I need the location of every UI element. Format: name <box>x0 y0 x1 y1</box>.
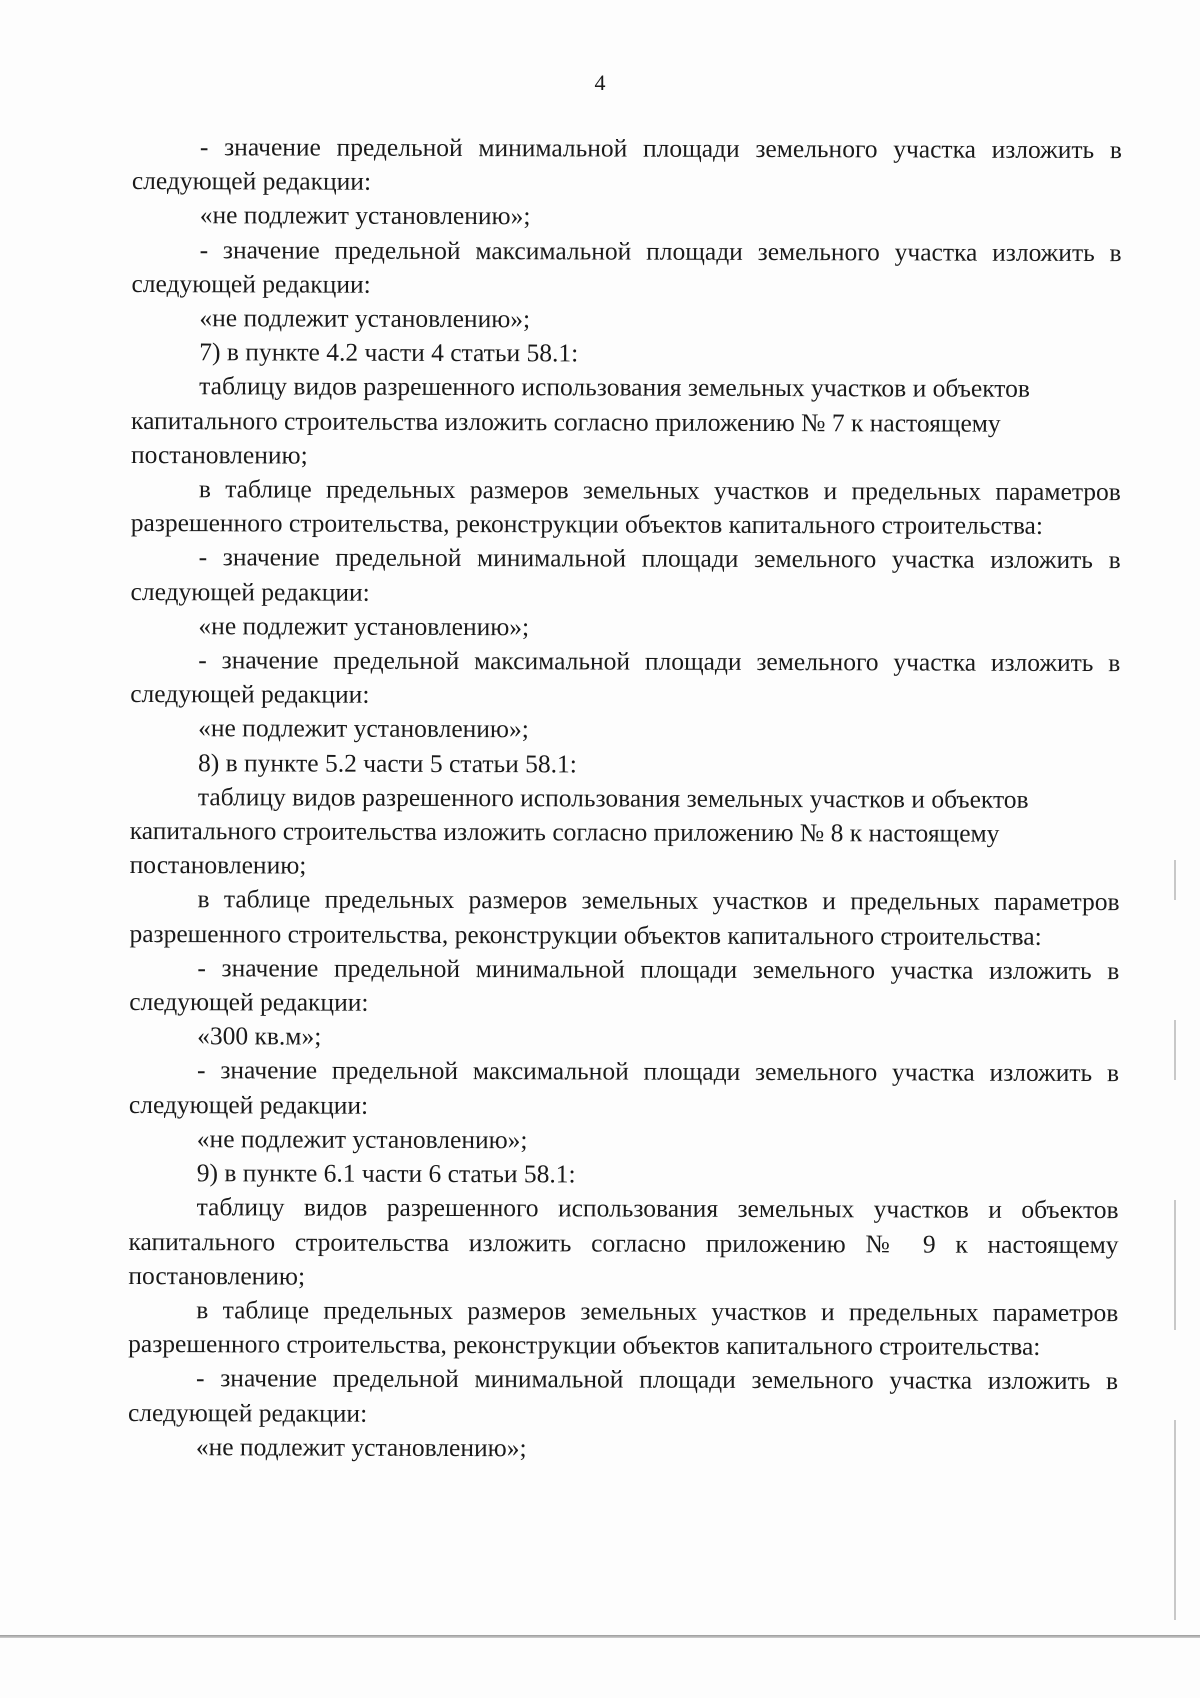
paragraph: - значение предельной минимальной площади земельного участка изложить в следующей редакции: <box>130 542 1121 607</box>
paragraph: 9) в пункте 6.1 части 6 статьи 58.1: <box>196 1158 576 1189</box>
scan-edge-mark <box>1174 1420 1176 1620</box>
paragraph: - значение предельной максимальной площади земельного участка изложить в следующей редакции: <box>130 645 1121 709</box>
paragraph: «300 кв.м»; <box>197 1021 322 1051</box>
paragraph: «не подлежит установлению»; <box>199 303 531 334</box>
page-number: 4 <box>594 70 606 95</box>
paragraph: «не подлежит установлению»; <box>195 1431 527 1462</box>
paragraph: «не подлежит установлению»; <box>196 1124 528 1155</box>
paragraph: - значение предельной минимальной площади земельного участка изложить в следующей редакции: <box>127 1363 1119 1428</box>
scan-edge-mark <box>1174 860 1176 900</box>
paragraph: 7) в пункте 4.2 части 4 статьи 58.1: <box>199 337 579 368</box>
paragraph: «не подлежит установлению»; <box>198 611 530 642</box>
paragraph: «не подлежит установлению»; <box>199 200 531 231</box>
paragraph: таблицу видов разрешенного использования земельных участков и объектов капитального строительства изложить согласно приложению № 7 к настоящему постановлению; <box>130 371 1030 470</box>
paragraph: - значение предельной максимальной площади земельного участка изложить в следующей редакции: <box>128 1055 1120 1120</box>
paragraph: - значение предельной максимальной площади земельного участка изложить в следующей редакции: <box>131 234 1122 299</box>
paragraph: - значение предельной минимальной площади земельного участка изложить в следующей редакции: <box>131 132 1122 196</box>
paragraph: в таблице предельных размеров земельных участков и предельных параметров разрешенного строительства, реконструкции объектов капитального строительства: <box>130 474 1121 541</box>
document-body <box>128 130 1122 1467</box>
paragraph: - значение предельной минимальной площади земельного участка изложить в следующей редакции: <box>129 953 1120 1017</box>
paragraph: 8) в пункте 5.2 части 5 статьи 58.1: <box>197 747 577 779</box>
paragraph: в таблице предельных размеров земельных участков и предельных параметров разрешенного строительства, реконструкции объектов капитального строительства: <box>129 884 1120 951</box>
scan-bottom-edge <box>0 1635 1200 1638</box>
paragraph: в таблице предельных размеров земельных участков и предельных параметров разрешенного строительства, реконструкции объектов капитального строительства: <box>128 1295 1119 1361</box>
paragraph: «не подлежит установлению»; <box>198 713 529 744</box>
paragraph: таблицу видов разрешенного использования земельных участков и объектов капитального строительства изложить согласно приложению № 9 к настоящему постановлению; <box>128 1192 1119 1291</box>
scan-edge-mark <box>1174 1020 1176 1080</box>
paragraph: таблицу видов разрешенного использования земельных участков и объектов капитального строительства изложить согласно приложению № 8 к настоящему постановлению; <box>129 782 1029 880</box>
scan-edge-mark <box>1174 1200 1176 1330</box>
